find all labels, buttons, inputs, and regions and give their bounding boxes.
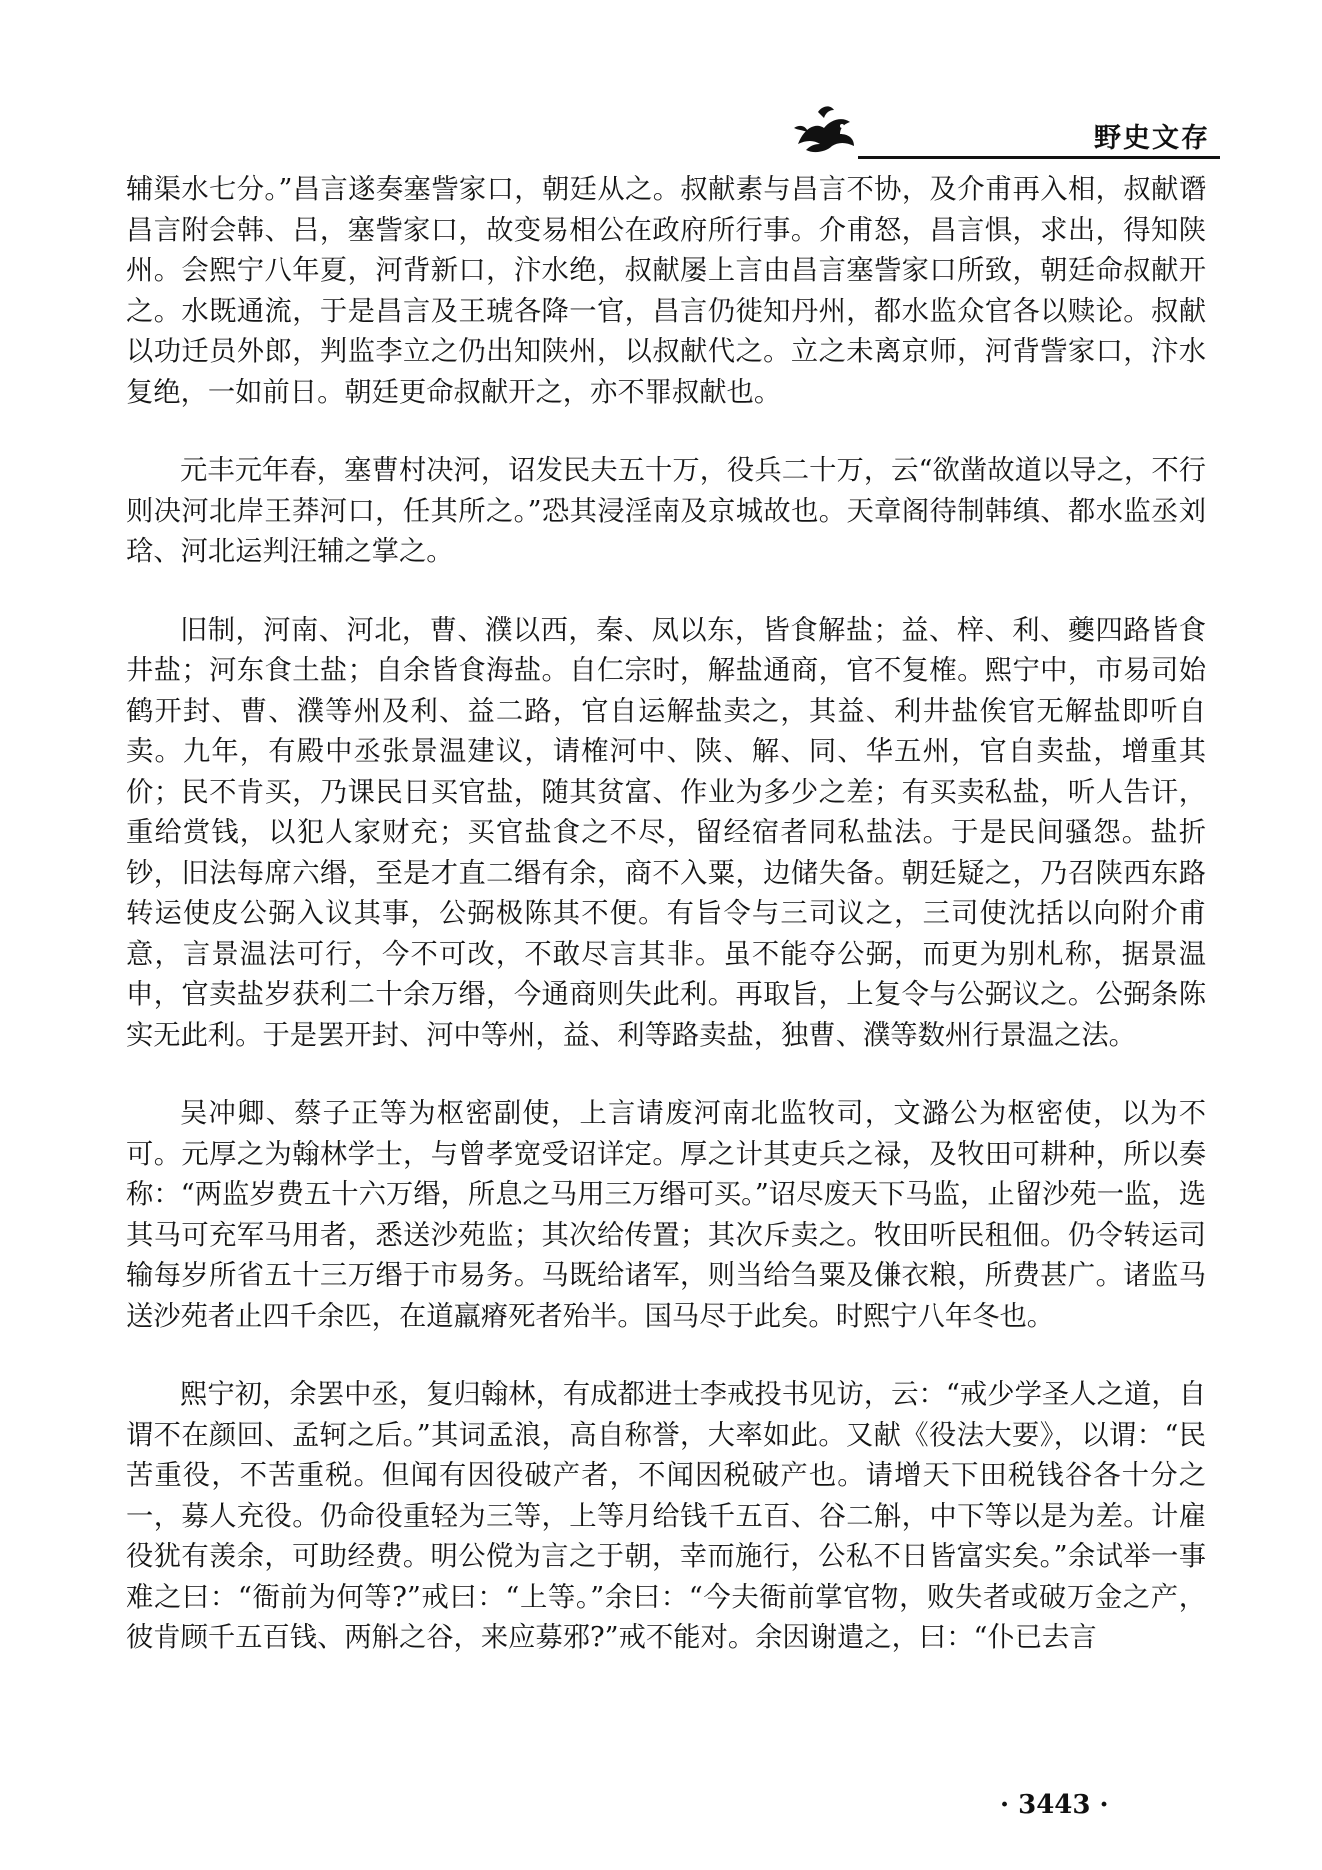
page-header-title: 野史文存 [1094, 123, 1210, 154]
page-number: · 3443 · [1000, 1790, 1109, 1820]
paragraph-5: 熙宁初，余罢中丞，复归翰林，有成都进士李戒投书见访，云：“戒少学圣人之道，自谓不在颜回、孟轲之后。”其词孟浪，高自称誉，大率如此。又献《役法大要》，以谓：“民苦重役，不苦重税。但闻有因役破产者，不闻因税破产也。请增天下田税钱谷各十分之一，募人充役。仍命役重轻为三等，上等月给钱千五百、谷二斛，中下等以是为差。计雇役犹有羡余，可助经费。明公傥为言之于朝，幸而施行，公私不日皆富实矣。”余试举一事难之曰：“衙前为何等?”戒曰：“上等。”余曰：“今夫衙前掌官物，败失者或破万金之产，彼肯顾千五百钱、两斛之谷，来应募邪?”戒不能对。余因谢遣之，曰：“仆已去言 [126, 1379, 1206, 1653]
paragraph-1: 辅渠水七分。”昌言遂奏塞訾家口，朝廷从之。叔献素与昌言不协，及介甫再入相，叔献谮昌言附会韩、吕，塞訾家口，故变易相公在政府所行事。介甫怒，昌言惧，求出，得知陕州。会熙宁八年夏，河背新口，汴水绝，叔献屡上言由昌言塞訾家口所致，朝廷命叔献开之。水既通流，于是昌言及王琥各降一官，昌言仍徙知丹州，都水监众官各以赎论。叔献以功迁员外郎，判监李立之仍出知陕州，以叔献代之。立之未离京师，河背訾家口，汴水复绝，一如前日。朝廷更命叔献开之，亦不罪叔献也。 [126, 174, 1206, 408]
page-header [790, 98, 1220, 158]
dragon-icon [790, 98, 860, 158]
header-divider [858, 156, 1220, 159]
paragraph-3: 旧制，河南、河北，曹、濮以西，秦、凤以东，皆食解盐；益、梓、利、夔四路皆食井盐；河东食土盐；自余皆食海盐。自仁宗时，解盐通商，官不复榷。熙宁中，市易司始鹤开封、曹、濮等州及利、益二路，官自运解盐卖之，其益、利井盐俟官无解盐即听自卖。九年，有殿中丞张景温建议，请榷河中、陕、解、同、华五州，官自卖盐，增重其价；民不肯买，乃课民日买官盐，随其贫富、作业为多少之差；有买卖私盐，听人告讦，重给赏钱，以犯人家财充；买官盐食之不尽，留经宿者同私盐法。于是民间骚怨。盐折钞，旧法每席六缗，至是才直二缗有余，商不入粟，边储失备。朝廷疑之，乃召陕西东路转运使皮公弼入议其事，公弼极陈其不便。有旨令与三司议之，三司使沈括以向附介甫意，言景温法可行，今不可改，不敢尽言其非。虽不能夺公弼，而更为别札称，据景温申，官卖盐岁获利二十余万缗，今通商则失此利。再取旨，上复令与公弼议之。公弼条陈实无此利。于是罢开封、河中等州，益、利等路卖盐，独曹、濮等数州行景温之法。 [126, 614, 1206, 1051]
paragraph-2: 元丰元年春，塞曹村决河，诏发民夫五十万，役兵二十万，云“欲凿故道以导之，不行则决河北岸王莽河口，任其所之。”恐其浸淫南及京城故也。天章阁待制韩缜、都水监丞刘琀、河北运判汪辅之掌之。 [126, 455, 1206, 567]
paragraph-4: 吴冲卿、蔡子正等为枢密副使，上言请废河南北监牧司，文潞公为枢密使，以为不可。元厚之为翰林学士，与曾孝宽受诏详定。厚之计其吏兵之禄，及牧田可耕种，所以奏称：“两监岁费五十六万缗，所息之马用三万缗可买。”诏尽废天下马监，止留沙苑一监，选其马可充军马用者，悉送沙苑监；其次给传置；其次斥卖之。牧田听民租佃。仍令转运司输每岁所省五十三万缗于市易务。马既给诸军，则当给刍粟及傔衣粮，所费甚广。诸监马送沙苑者止四千余匹，在道羸瘠死者殆半。国马尽于此矣。时熙宁八年冬也。 [126, 1098, 1206, 1332]
body-text [126, 170, 1206, 1697]
